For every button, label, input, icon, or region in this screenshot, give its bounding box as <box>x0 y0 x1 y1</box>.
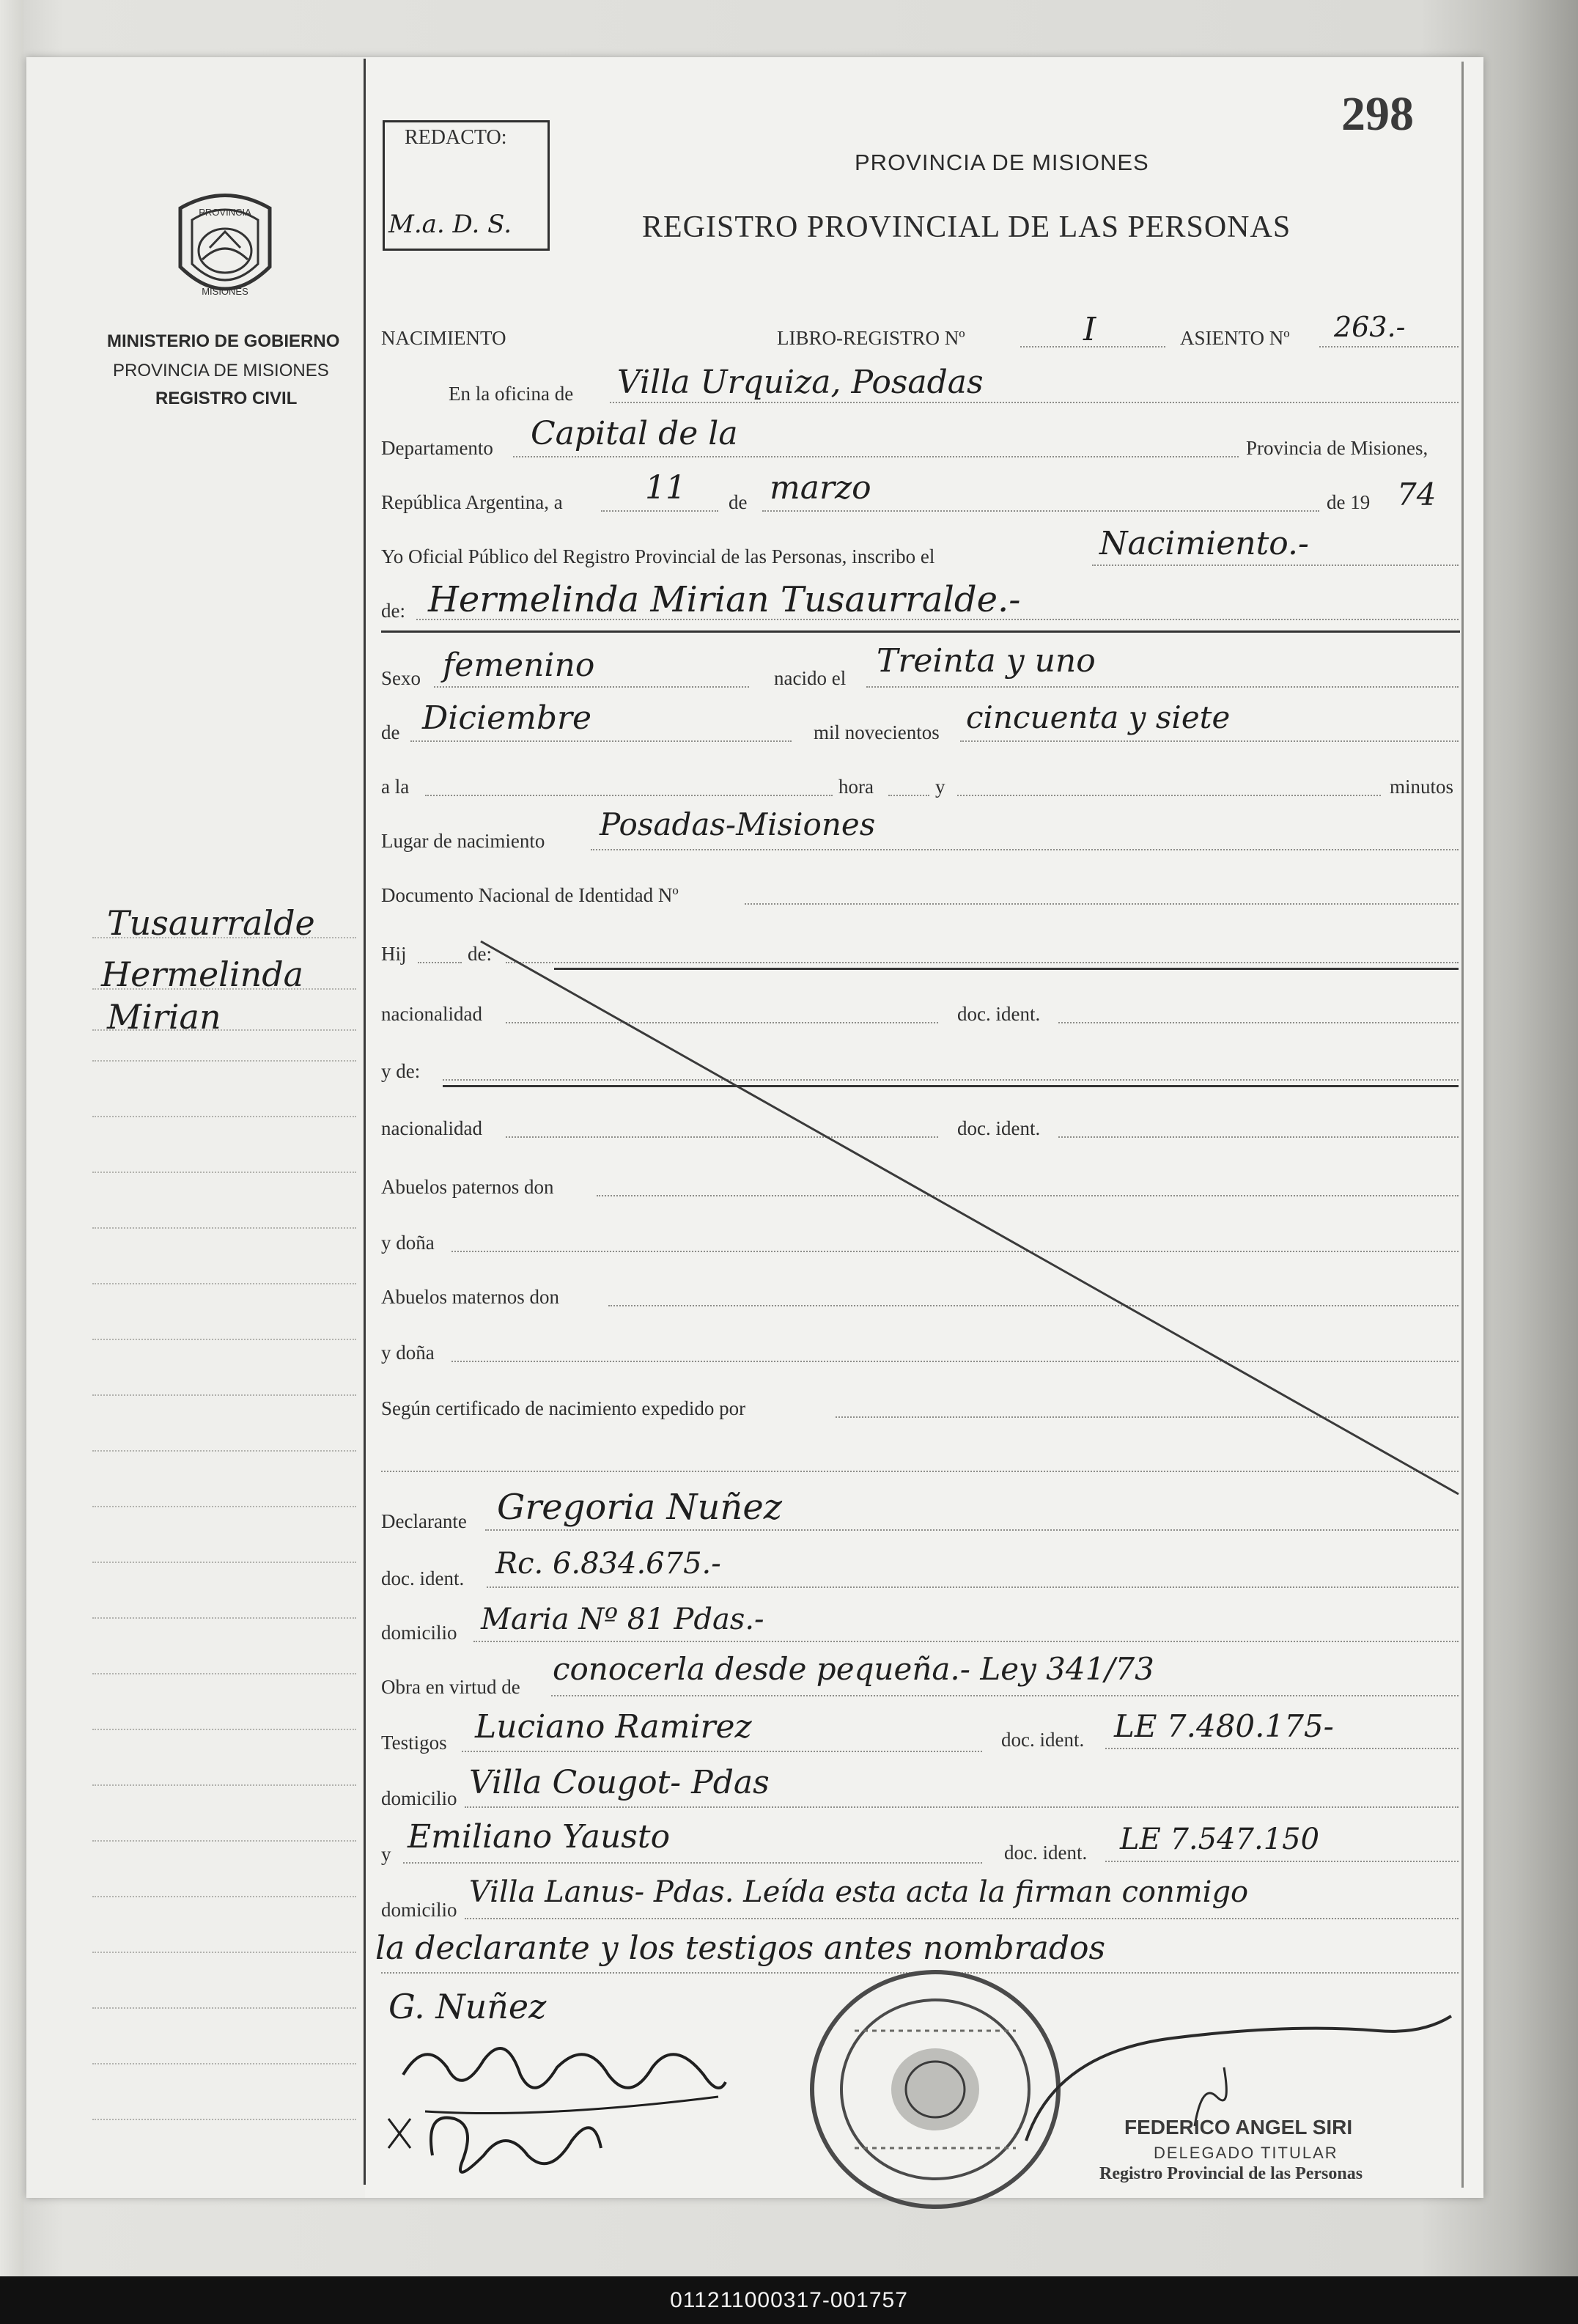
testigo2-value: Emiliano Yausto <box>408 1818 671 1856</box>
anio-nac-field <box>960 740 1459 742</box>
seal-text-bottom: MISIONES <box>202 286 248 297</box>
mes-value: marzo <box>770 469 871 507</box>
libro-label: LIBRO-REGISTRO Nº <box>777 327 965 349</box>
dni-label: Documento Nacional de Identidad Nº <box>381 884 679 906</box>
segun-label: Según certificado de nacimiento expedido por <box>381 1397 746 1419</box>
margin-rule-line <box>92 1283 356 1284</box>
margin-rule-line <box>92 1450 356 1452</box>
margin-rule-line <box>92 1562 356 1563</box>
domicilio-label: domicilio <box>381 1622 457 1644</box>
nacido-value: Treinta y uno <box>877 642 1096 680</box>
officer-name: FEDERICO ANGEL SIRI <box>1124 2116 1353 2139</box>
testigo1-doc-value: LE 7.480.175- <box>1114 1708 1334 1744</box>
asiento-value: 263.- <box>1334 311 1406 343</box>
margin-rule-line <box>92 1729 356 1730</box>
margin-rule-line <box>92 1172 356 1173</box>
name-label: de: <box>381 600 405 622</box>
margin-rule-line <box>92 1029 356 1031</box>
domicilio-value: Maria Nº 81 Pdas.- <box>481 1603 764 1636</box>
ministry-line1: MINISTERIO DE GOBIERNO <box>107 331 340 351</box>
hij-label: Hij <box>381 943 407 965</box>
departamento-label: Departamento <box>381 437 493 459</box>
obra-value: conocerla desde pequeña.- Ley 341/73 <box>553 1651 1154 1687</box>
ydona2-label: y doña <box>381 1342 435 1364</box>
minutos-label: minutos <box>1390 776 1454 798</box>
departamento-value: Capital de la <box>531 415 738 452</box>
obra-label: Obra en virtud de <box>381 1676 520 1698</box>
section-divider <box>381 630 1460 633</box>
dia-value: 11 <box>645 469 686 507</box>
redacto-value: M.a. D. S. <box>388 210 512 239</box>
signature-witness-2 <box>381 2097 616 2192</box>
officer-registry: Registro Provincial de las Personas <box>1099 2164 1363 2183</box>
testigos-label: Testigos <box>381 1732 447 1754</box>
document-id-footer: 011211000317-001757 <box>0 2276 1578 2324</box>
domicilio-field <box>473 1641 1459 1642</box>
nacido-field <box>866 686 1459 688</box>
record-type-label: NACIMIENTO <box>381 327 506 349</box>
departamento-field <box>513 456 1239 457</box>
hora-label: hora <box>838 776 874 798</box>
provincia-label: Provincia de Misiones, <box>1246 437 1428 459</box>
margin-rule <box>364 59 366 2185</box>
de-label: de <box>729 491 748 513</box>
oficina-label: En la oficina de <box>449 383 574 405</box>
coat-of-arms-seal <box>166 186 284 311</box>
sexo-label: Sexo <box>381 667 421 689</box>
doc-ident3-label: doc. ident. <box>381 1567 465 1589</box>
minutos-field <box>957 795 1381 796</box>
doc-ident3-value: Rc. 6.834.675.- <box>495 1547 721 1581</box>
de2-label: de <box>381 721 400 743</box>
inscribo-field <box>1092 565 1459 566</box>
sexo-value: femenino <box>443 647 595 684</box>
margin-rule-line <box>92 1506 356 1507</box>
declarante-field <box>485 1529 1459 1531</box>
margin-rule-line <box>92 1840 356 1842</box>
officer-title: DELEGADO TITULAR <box>1154 2144 1338 2162</box>
margin-rule-line <box>92 1896 356 1897</box>
province-heading: PROVINCIA DE MISIONES <box>855 150 1149 175</box>
libro-value: I <box>1083 311 1096 348</box>
nacionalidad-label: nacionalidad <box>381 1003 482 1025</box>
ministry-line3: REGISTRO CIVIL <box>155 389 298 408</box>
margin-rule-line <box>92 2119 356 2120</box>
cancellation-line <box>469 937 1466 1501</box>
ala-field <box>425 795 833 796</box>
testigo1-value: Luciano Ramirez <box>475 1708 752 1746</box>
republica-label: República Argentina, a <box>381 491 563 513</box>
declarante-label: Declarante <box>381 1510 467 1532</box>
dni-field <box>745 903 1459 905</box>
seal-text-top: PROVINCIA <box>199 207 251 218</box>
margin-note-line2: Hermelinda <box>101 955 304 994</box>
mil-label: mil novecientos <box>814 721 940 743</box>
testigo2-doc-value: LE 7.547.150 <box>1120 1823 1320 1856</box>
hij-field-a <box>418 962 462 963</box>
margin-rule-line <box>92 937 356 938</box>
page-number: 298 <box>1341 87 1414 141</box>
mes-field <box>762 510 1319 512</box>
ydona1-label: y doña <box>381 1232 435 1254</box>
redacto-label: REDACTO: <box>405 126 507 149</box>
doc-ident3-field <box>487 1586 1459 1588</box>
testigo2-doc-label: doc. ident. <box>1004 1842 1088 1864</box>
year-prefix: de 19 <box>1327 491 1371 513</box>
margin-note-line3: Mirian <box>107 997 221 1037</box>
declarante-value: Gregoria Nuñez <box>497 1487 783 1528</box>
doc-ident-label: doc. ident. <box>957 1003 1041 1025</box>
y-de-label: y de: <box>381 1060 421 1082</box>
closing-value: la declarante y los testigos antes nombrados <box>375 1930 1106 1967</box>
margin-rule-line <box>92 988 356 990</box>
mes-nac-value: Diciembre <box>422 699 592 737</box>
asiento-field <box>1319 346 1459 348</box>
margin-rule-line <box>92 2063 356 2064</box>
testigo2-doc-field <box>1105 1861 1459 1862</box>
binding-edge <box>0 0 23 2276</box>
doc-ident2-label: doc. ident. <box>957 1117 1041 1139</box>
obra-field <box>551 1695 1459 1696</box>
y-label: y <box>935 776 945 798</box>
oficina-field <box>610 402 1459 403</box>
oficial-text: Yo Oficial Público del Registro Provincial de las Personas, inscribo el <box>381 545 935 567</box>
ala-label: a la <box>381 776 410 798</box>
margin-note-line1: Tusaurralde <box>107 903 315 943</box>
domicilio2-label: domicilio <box>381 1787 457 1809</box>
testigo1-field <box>462 1751 982 1752</box>
margin-rule-line <box>92 1394 356 1396</box>
asiento-label: ASIENTO Nº <box>1180 327 1290 349</box>
margin-rule-line <box>92 1060 356 1062</box>
abuelos-pat-label: Abuelos paternos don <box>381 1176 554 1198</box>
ministry-line2: PROVINCIA DE MISIONES <box>113 361 329 380</box>
mes-nac-field <box>410 740 792 742</box>
margin-rule-line <box>92 2007 356 2009</box>
margin-rule-line <box>92 1617 356 1619</box>
domicilio2-value: Villa Cougot- Pdas <box>469 1764 770 1801</box>
hora-field <box>888 795 929 796</box>
anio-nac-value: cincuenta y siete <box>966 699 1231 735</box>
domicilio3-field <box>465 1918 1459 1919</box>
nacionalidad2-label: nacionalidad <box>381 1117 482 1139</box>
testigo2-field <box>403 1862 982 1864</box>
y2-label: y <box>381 1843 391 1865</box>
registry-heading: REGISTRO PROVINCIAL DE LAS PERSONAS <box>642 210 1291 244</box>
nacido-label: nacido el <box>774 667 847 689</box>
margin-rule-line <box>92 1673 356 1674</box>
margin-rule-line <box>92 1339 356 1340</box>
margin-rule-line <box>92 1116 356 1117</box>
domicilio3-label: domicilio <box>381 1899 457 1921</box>
lugar-label: Lugar de nacimiento <box>381 830 545 852</box>
dia-field <box>601 510 718 512</box>
inscribo-value: Nacimiento.- <box>1099 525 1309 562</box>
lugar-field <box>591 849 1459 850</box>
domicilio2-field <box>465 1806 1459 1808</box>
lugar-value: Posadas-Misiones <box>600 806 876 842</box>
testigo1-doc-field <box>1105 1748 1459 1749</box>
hij-de-label: de: <box>468 943 492 965</box>
margin-rule-line <box>92 1952 356 1953</box>
abuelos-mat-label: Abuelos maternos don <box>381 1286 559 1308</box>
year-value: 74 <box>1397 477 1437 512</box>
oficina-value: Villa Urquiza, Posadas <box>617 364 984 401</box>
margin-rule-line <box>92 1227 356 1229</box>
domicilio3-value: Villa Lanus- Pdas. Leída esta acta la firman conmigo <box>469 1875 1249 1909</box>
sexo-field <box>434 686 749 688</box>
testigo1-doc-label: doc. ident. <box>1001 1729 1085 1751</box>
signature-declarante: G. Nuñez <box>388 1987 547 2026</box>
name-value: Hermelinda Mirian Tusaurralde.- <box>428 579 1021 620</box>
margin-rule-line <box>92 1784 356 1786</box>
